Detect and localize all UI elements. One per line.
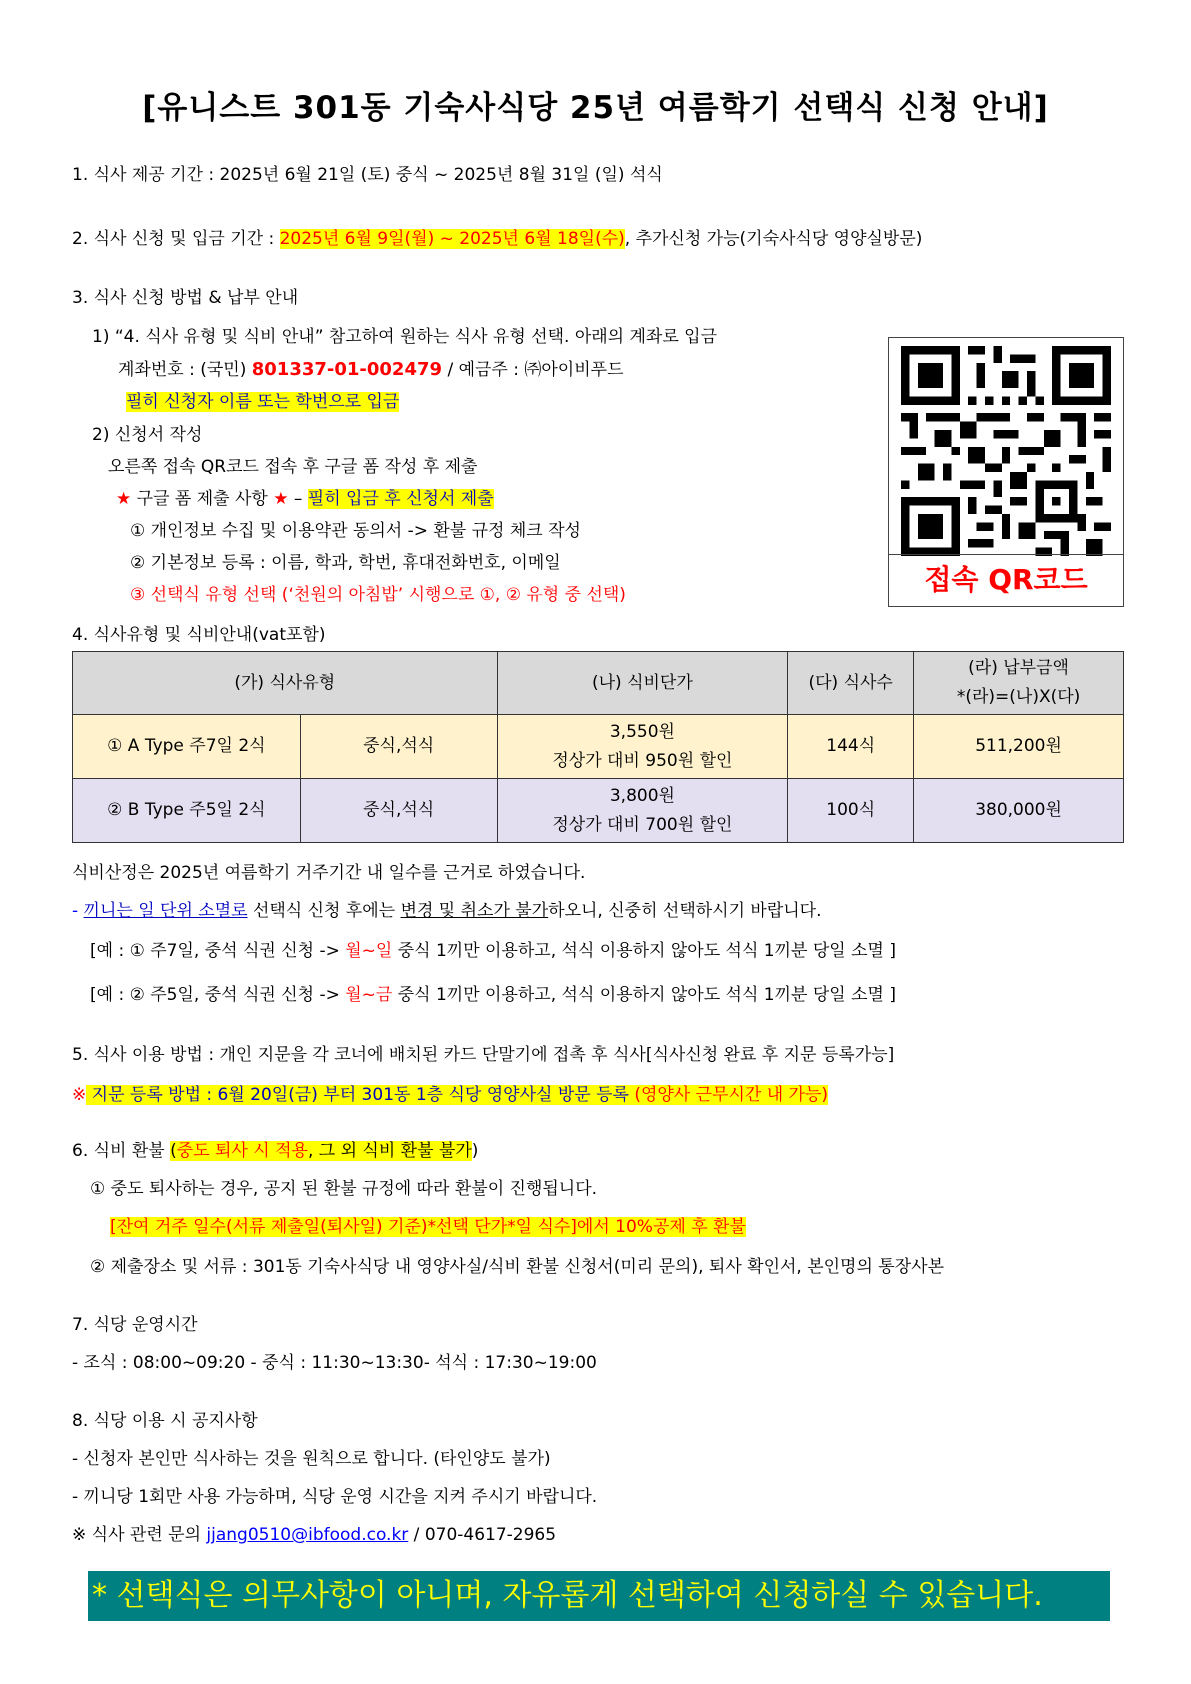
meal-period: 1. 식사 제공 기간 : 2025년 6월 21일 (토) 중식 ~ 2025년 8월 31일 (일) 석식 xyxy=(72,165,663,185)
refund-item-1: ① 중도 퇴사하는 경우, 공지 된 환불 규정에 따라 환불이 진행됩니다. xyxy=(90,1179,598,1199)
meals-cell: 중식,석식 xyxy=(300,779,497,843)
price-cell xyxy=(497,715,788,779)
example-1-days: 월~일 xyxy=(345,941,393,961)
notice-2: - 끼니당 1회만 사용 가능하며, 식당 운영 시간을 지켜 주시기 바랍니다. xyxy=(72,1487,598,1507)
section6-label: 6. 식비 환불 xyxy=(72,1141,171,1161)
example-2-text: [예 : ② 주5일, 중석 식권 신청 -> xyxy=(90,985,346,1005)
qr-code-caption: 접속 QR코드 xyxy=(889,554,1123,607)
header-unit-price: (나) 식비단가 xyxy=(497,652,788,715)
unit-price: 3,550원 xyxy=(609,721,675,742)
refund-formula xyxy=(110,1212,746,1237)
type-cell: ① A Type 주7일 2식 xyxy=(73,715,301,779)
step-3: ③ 선택식 유형 선택 (‘천원의 아침밥’ 시행으로 ①, ② 유형 중 선택) xyxy=(130,585,626,605)
table-header-row xyxy=(73,652,1124,715)
example-1 xyxy=(90,936,896,961)
dash: - xyxy=(72,901,84,921)
application-period-dates: 2025년 6월 9일(월) ~ 2025년 6월 18일(수) xyxy=(279,229,625,249)
section3-item1: 1) “4. 식사 유형 및 식비 안내” 참고하여 원하는 식사 유형 선택. 아래의 계좌로 입금 xyxy=(92,327,717,347)
qr-code-icon xyxy=(901,346,1111,556)
fingerprint-registration xyxy=(72,1080,828,1105)
depositor: / 예금주 : ㈜아이비푸드 xyxy=(442,360,624,380)
application-period xyxy=(72,224,922,249)
count-cell: 100식 xyxy=(788,779,914,843)
amount-cell: 511,200원 xyxy=(914,715,1124,779)
section7-heading: 7. 식당 운영시간 xyxy=(72,1315,198,1335)
section8-heading: 8. 식당 이용 시 공지사항 xyxy=(72,1411,258,1431)
notice-mark: ※ xyxy=(72,1085,87,1105)
step-2: ② 기본정보 등록 : 이름, 학과, 학번, 휴대전화번호, 이메일 xyxy=(130,553,561,573)
name-note-text: 필히 신청자 이름 또는 학번으로 입금 xyxy=(126,392,400,412)
discount: 정상가 대비 700원 할인 xyxy=(552,814,733,835)
account-number: 801337-01-002479 xyxy=(251,359,443,380)
application-period-note: , 추가신청 가능(기숙사식당 영양실방문) xyxy=(624,229,923,249)
deposit-first-note: 필히 입금 후 신청서 제출 xyxy=(307,489,494,509)
page-title: [유니스트 301동 기숙사식당 25년 여름학기 선택식 신청 안내] xyxy=(142,90,1049,126)
count-cell: 144식 xyxy=(788,715,914,779)
price-cell xyxy=(497,779,788,843)
unit-price: 3,800원 xyxy=(609,785,675,806)
section4-heading: 4. 식사유형 및 식비안내(vat포함) xyxy=(72,625,326,645)
cancellation-text: 선택식 신청 후에는 xyxy=(247,901,401,921)
star-icon: ★ xyxy=(273,489,289,509)
paren: ( xyxy=(170,1141,177,1161)
fingerprint-text: 지문 등록 방법 : 6월 20일(금) 부터 301동 1층 식당 영양사실 방문 등록 xyxy=(86,1085,635,1105)
section3-heading: 3. 식사 신청 방법 & 납부 안내 xyxy=(72,288,299,308)
fee-table xyxy=(72,651,1124,843)
step-1: ① 개인정보 수집 및 이용약관 동의서 -> 환불 규정 체크 작성 xyxy=(130,521,581,541)
account-label: 계좌번호 : (국민) xyxy=(118,360,252,380)
cancellation-end: 하오니, 신중히 선택하시기 바랍니다. xyxy=(548,901,822,921)
header-payment-label: (라) 납부금액 xyxy=(968,658,1069,678)
google-form-label: 구글 폼 제출 사항 xyxy=(131,489,274,509)
table-row xyxy=(73,715,1124,779)
application-period-label: 2. 식사 신청 및 입금 기간 : xyxy=(72,229,280,249)
header-payment xyxy=(914,652,1124,715)
account-info xyxy=(118,355,624,380)
header-payment-formula: *(라)=(나)X(다) xyxy=(956,687,1081,707)
name-note xyxy=(126,387,399,412)
example-2 xyxy=(90,980,896,1005)
email-link[interactable]: jjang0510@ibfood.co.kr xyxy=(206,1525,409,1545)
optional-meal-banner: * 선택식은 의무사항이 아니며, 자유롭게 선택하여 신청하실 수 있습니다. xyxy=(88,1571,1110,1621)
star-icon: ★ xyxy=(116,489,132,509)
google-form-requirements xyxy=(116,484,494,509)
fee-basis-note: 식비산정은 2025년 여름학기 거주기간 내 일수를 근거로 하였습니다. xyxy=(72,863,586,883)
example-2-rest: 중식 1끼만 이용하고, 석식 이용하지 않아도 석식 1끼분 당일 소멸 ] xyxy=(392,985,896,1005)
section6-heading xyxy=(72,1136,478,1161)
no-change-note: 변경 및 취소가 불가 xyxy=(400,901,549,921)
meals-cell: 중식,석식 xyxy=(300,715,497,779)
dash: – xyxy=(288,489,308,509)
header-meal-type: (가) 식사유형 xyxy=(73,652,498,715)
refund-formula-text: [잔여 거주 일수(서류 제출일(퇴사일) 기준)*선택 단가*일 식수]에서 10%공제 후 환불 xyxy=(110,1217,746,1237)
section3-item2: 2) 신청서 작성 xyxy=(92,425,203,445)
contact-line xyxy=(72,1520,556,1545)
section3-item2-desc: 오른쪽 접속 QR코드 접속 후 구글 폼 작성 후 제출 xyxy=(108,457,478,477)
example-2-days: 월~금 xyxy=(345,985,393,1005)
refund-condition: 중도 퇴사 시 적용 xyxy=(176,1141,308,1161)
example-1-text: [예 : ① 주7일, 중석 식권 신청 -> xyxy=(90,941,346,961)
refund-exception: , 그 외 식비 환불 불가 xyxy=(307,1141,472,1161)
paren: ) xyxy=(471,1141,479,1161)
discount: 정상가 대비 950원 할인 xyxy=(552,750,733,771)
section5-usage: 5. 식사 이용 방법 : 개인 지문을 각 코너에 배치된 카드 단말기에 접촉 후 식사[식사신청 완료 후 지문 등록가능] xyxy=(72,1045,895,1065)
phone-number: / 070-4617-2965 xyxy=(408,1525,557,1545)
example-1-rest: 중식 1끼만 이용하고, 석식 이용하지 않아도 석식 1끼분 당일 소멸 ] xyxy=(392,941,896,961)
cancellation-note xyxy=(72,896,822,921)
fingerprint-hours: (영양사 근무시간 내 가능) xyxy=(634,1085,829,1105)
daily-expiry-note: 끼니는 일 단위 소멸로 xyxy=(83,901,248,921)
operating-hours: - 조식 : 08:00~09:20 - 중식 : 11:30~13:30- 석식 : 17:30~19:00 xyxy=(72,1353,597,1373)
contact-label: ※ 식사 관련 문의 xyxy=(72,1525,207,1545)
type-cell: ② B Type 주5일 2식 xyxy=(73,779,301,843)
amount-cell: 380,000원 xyxy=(914,779,1124,843)
qr-code-box[interactable] xyxy=(888,337,1124,607)
refund-item-2: ② 제출장소 및 서류 : 301동 기숙사식당 내 영양사실/식비 환불 신청서(미리 문의), 퇴사 확인서, 본인명의 통장사본 xyxy=(90,1257,944,1277)
notice-1: - 신청자 본인만 식사하는 것을 원칙으로 합니다. (타인양도 불가) xyxy=(72,1449,551,1469)
table-row xyxy=(73,779,1124,843)
header-meal-count: (다) 식사수 xyxy=(788,652,914,715)
